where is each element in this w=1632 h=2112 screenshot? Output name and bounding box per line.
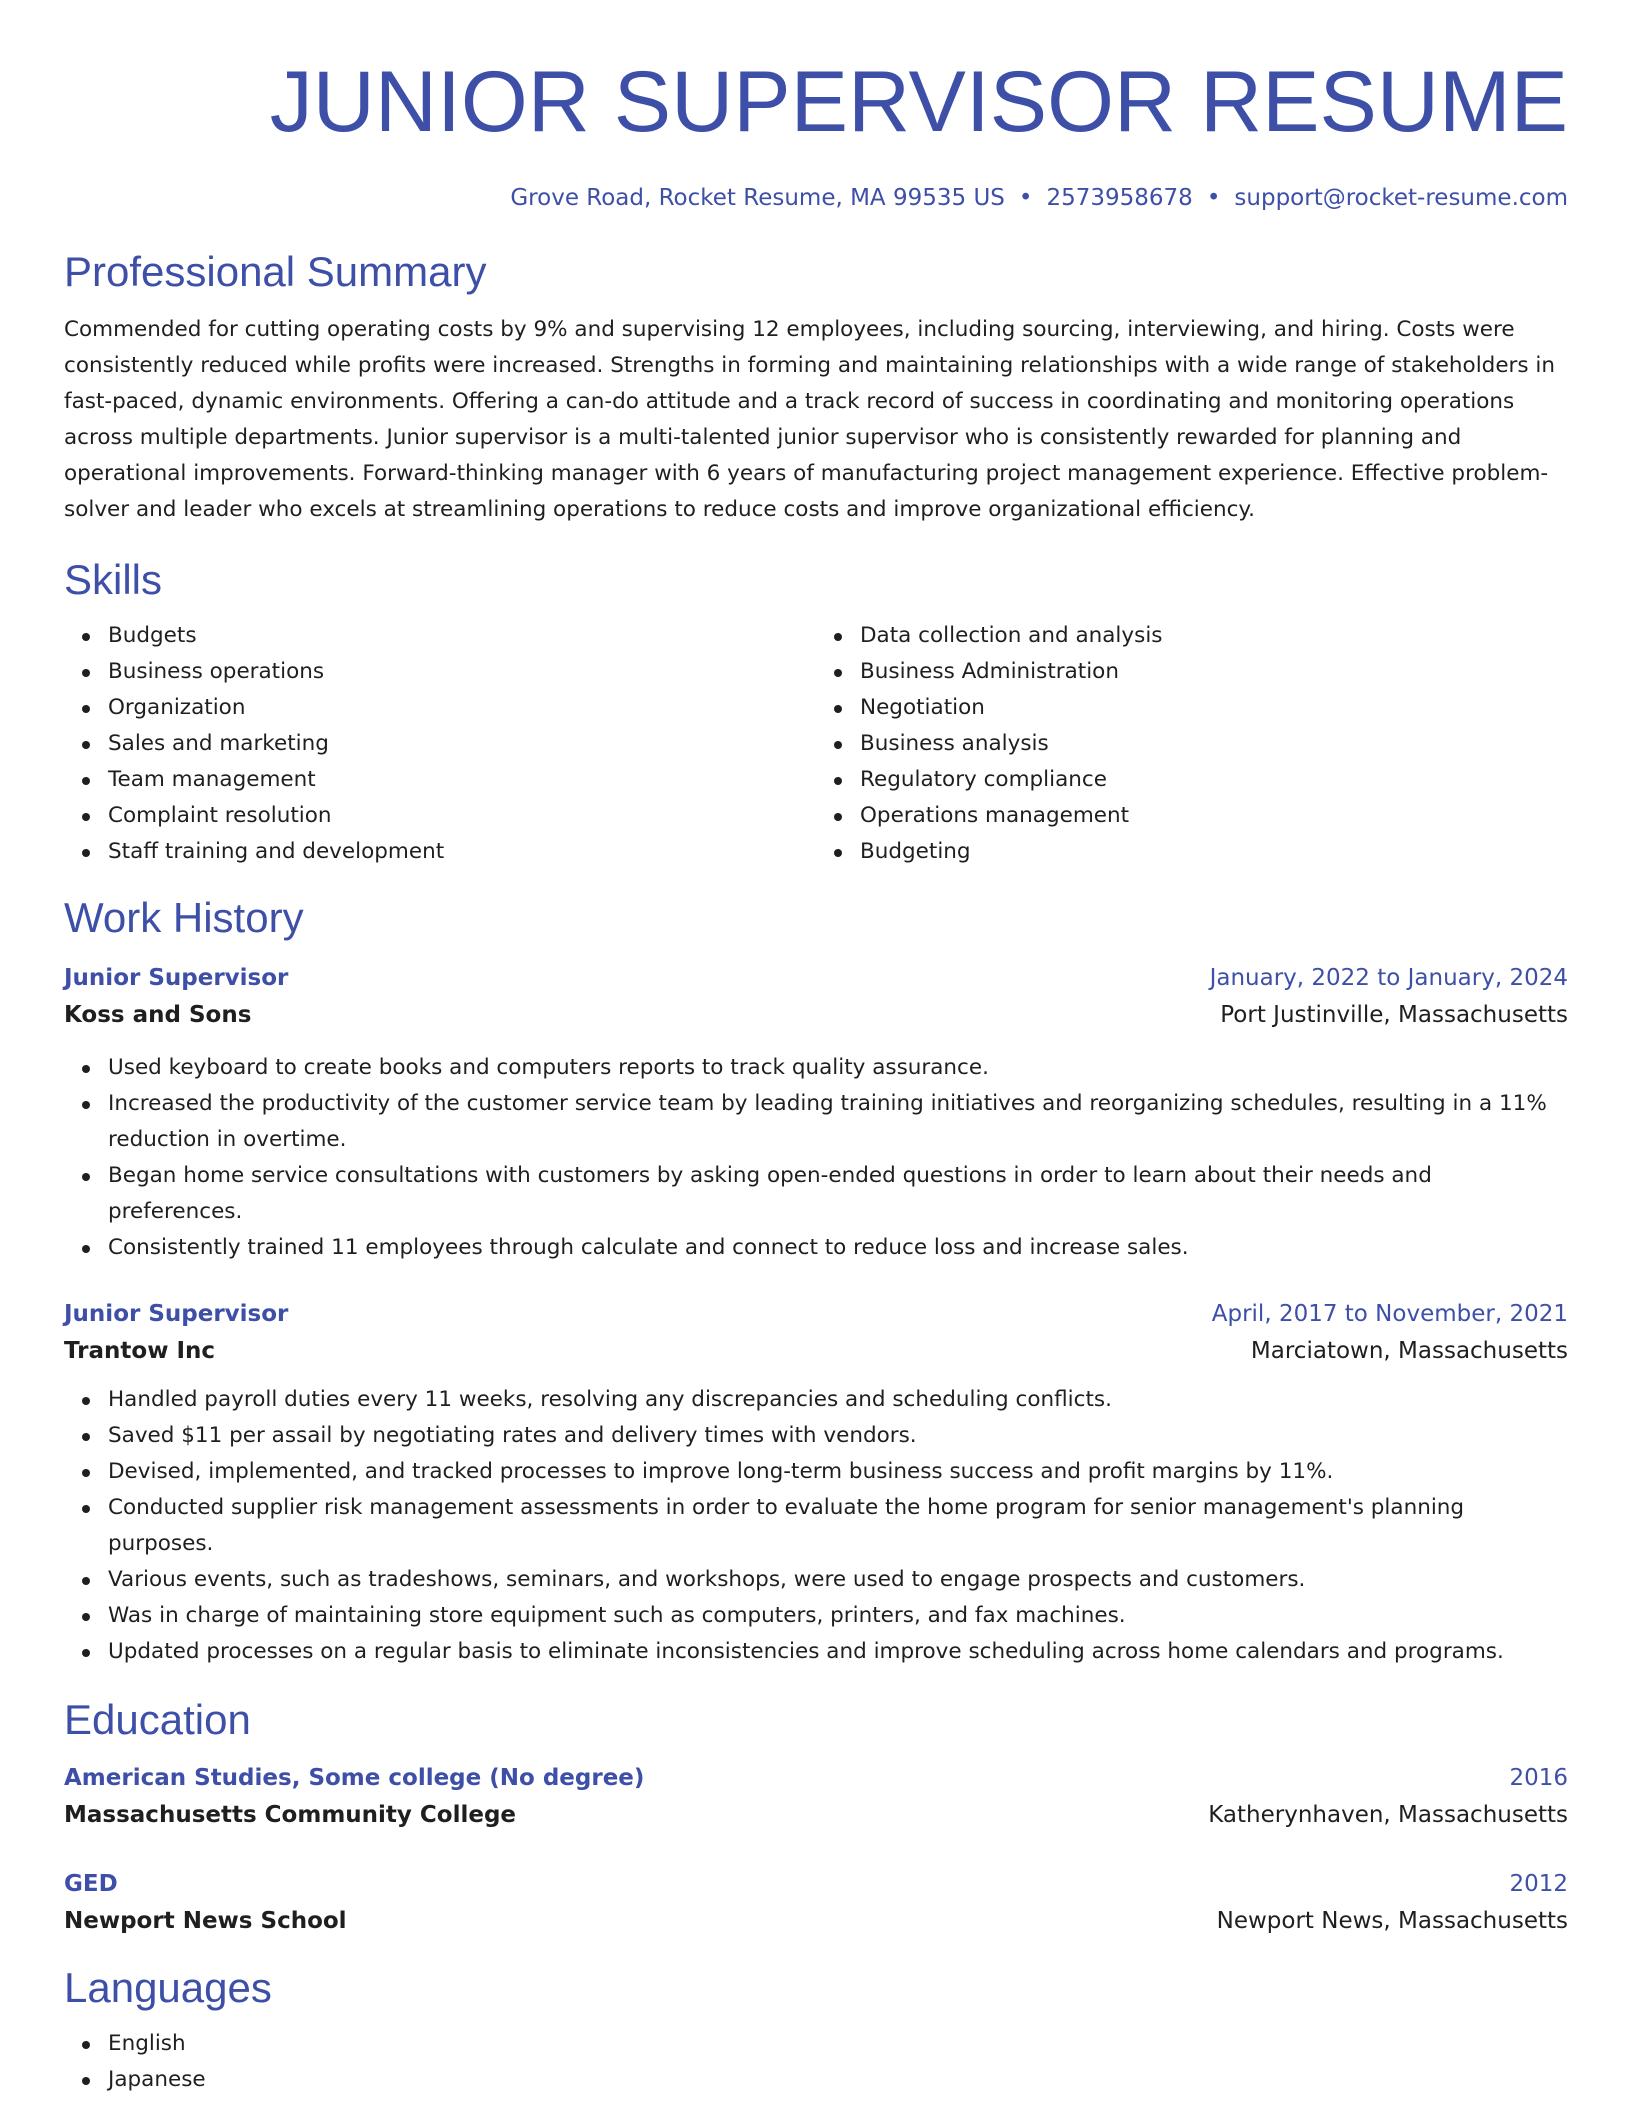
education-entry <box>64 1866 1568 1940</box>
list-item: Used keyboard to create books and computers reports to track quality assurance. <box>108 1050 1568 1086</box>
list-item: Saved $11 per assail by negotiating rates and delivery times with vendors. <box>108 1418 1568 1454</box>
job-bullets <box>64 1382 1568 1670</box>
contact-address: Grove Road, Rocket Resume, MA 99535 US <box>510 185 1005 211</box>
work-entry <box>64 960 1568 1266</box>
skills-column-right <box>816 618 1568 870</box>
list-item: Consistently trained 11 employees through calculate and connect to reduce loss and increase sales. <box>108 1230 1568 1266</box>
list-item: Devised, implemented, and tracked processes to improve long-term business success and profit margins by 11%. <box>108 1454 1568 1490</box>
list-item: Began home service consultations with customers by asking open-ended questions in order to learn about their needs and preferences. <box>108 1158 1568 1230</box>
list-item: Updated processes on a regular basis to eliminate inconsistencies and improve scheduling across home calendars and programs. <box>108 1634 1568 1670</box>
list-item: Handled payroll duties every 11 weeks, resolving any discrepancies and scheduling conflicts. <box>108 1382 1568 1418</box>
education-entry-subheader <box>64 1796 1568 1834</box>
section-heading-skills: Skills <box>64 556 163 603</box>
section-heading-languages: Languages <box>64 1964 272 2011</box>
work-entry <box>64 1296 1568 1670</box>
school-location: Katherynhaven, Massachusetts <box>1208 1802 1568 1828</box>
contact-line <box>64 182 1568 214</box>
contact-separator: • <box>1206 185 1221 211</box>
list-item: Increased the productivity of the customer service team by leading training initiatives and reorganizing schedules, resulting in a 11% reduction in overtime. <box>108 1086 1568 1158</box>
job-location: Marciatown, Massachusetts <box>1250 1338 1568 1364</box>
graduation-year: 2016 <box>1509 1765 1568 1791</box>
school-name: Newport News School <box>64 1908 347 1934</box>
skill-item: Sales and marketing <box>108 726 816 762</box>
skill-item: Business Administration <box>860 654 1568 690</box>
work-entry-subheader <box>64 1332 1568 1370</box>
job-company: Trantow Inc <box>64 1338 216 1364</box>
job-bullets <box>64 1050 1568 1266</box>
languages-list <box>64 2026 1568 2098</box>
skill-item: Business operations <box>108 654 816 690</box>
work-entry-subheader <box>64 996 1568 1034</box>
skills-column-left <box>64 618 816 870</box>
education-entry <box>64 1760 1568 1834</box>
skill-item: Complaint resolution <box>108 798 816 834</box>
skill-item: Budgets <box>108 618 816 654</box>
skill-item: Business analysis <box>860 726 1568 762</box>
skill-item: Staff training and development <box>108 834 816 870</box>
contact-phone[interactable]: 2573958678 <box>1046 185 1193 211</box>
list-item: Was in charge of maintaining store equipment such as computers, printers, and fax machines. <box>108 1598 1568 1634</box>
skill-item: Regulatory compliance <box>860 762 1568 798</box>
resume-header <box>64 52 1568 214</box>
list-item: Conducted supplier risk management assessments in order to evaluate the home program for senior management's planning purposes. <box>108 1490 1568 1562</box>
education-entry-header <box>64 1760 1568 1796</box>
summary-text: Commended for cutting operating costs by 9% and supervising 12 employees, including sourcing, interviewing, and hiring. Costs were consistently reduced while profits were increased. Strengths in forming and maintaining relationships with a wide range of stakeholders in fast-paced, dynamic environments. Offering a can-do attitude and a track record of success in coordinating and monitoring operations across multiple departments. Junior supervisor is a multi-talented junior supervisor who is consistently rewarded for planning and operational improvements. Forward-thinking manager with 6 years of manufacturing project management experience. Effective problem-solver and leader who excels at streamlining operations to reduce costs and improve organizational efficiency. <box>64 317 1556 522</box>
job-dates: January, 2022 to January, 2024 <box>1209 965 1568 991</box>
job-dates: April, 2017 to November, 2021 <box>1211 1301 1568 1327</box>
list-item: Various events, such as tradeshows, seminars, and workshops, were used to engage prospects and customers. <box>108 1562 1568 1598</box>
degree: GED <box>64 1871 118 1897</box>
section-heading-summary: Professional Summary <box>64 248 487 295</box>
education-entry-subheader <box>64 1902 1568 1940</box>
education-entry-header <box>64 1866 1568 1902</box>
skill-item: Budgeting <box>860 834 1568 870</box>
section-heading-education: Education <box>64 1696 251 1743</box>
job-location: Port Justinville, Massachusetts <box>1220 1002 1568 1028</box>
school-name: Massachusetts Community College <box>64 1802 517 1828</box>
job-title: Junior Supervisor <box>64 1301 289 1327</box>
skill-item: Data collection and analysis <box>860 618 1568 654</box>
school-location: Newport News, Massachusetts <box>1216 1908 1568 1934</box>
skills-list <box>64 618 1568 870</box>
work-entry-header <box>64 960 1568 996</box>
graduation-year: 2012 <box>1509 1871 1568 1897</box>
contact-separator: • <box>1018 185 1033 211</box>
contact-email[interactable]: support@rocket-resume.com <box>1234 185 1568 211</box>
job-title: Junior Supervisor <box>64 965 289 991</box>
skill-item: Operations management <box>860 798 1568 834</box>
skill-item: Negotiation <box>860 690 1568 726</box>
degree: American Studies, Some college (No degree) <box>64 1765 645 1791</box>
section-heading-work-history: Work History <box>64 894 304 941</box>
language-item: English <box>108 2026 1568 2062</box>
work-entry-header <box>64 1296 1568 1332</box>
page-title: JUNIOR SUPERVISOR RESUME <box>269 54 1568 150</box>
skill-item: Organization <box>108 690 816 726</box>
job-company: Koss and Sons <box>64 1002 252 1028</box>
skill-item: Team management <box>108 762 816 798</box>
language-item: Japanese <box>108 2062 1568 2098</box>
